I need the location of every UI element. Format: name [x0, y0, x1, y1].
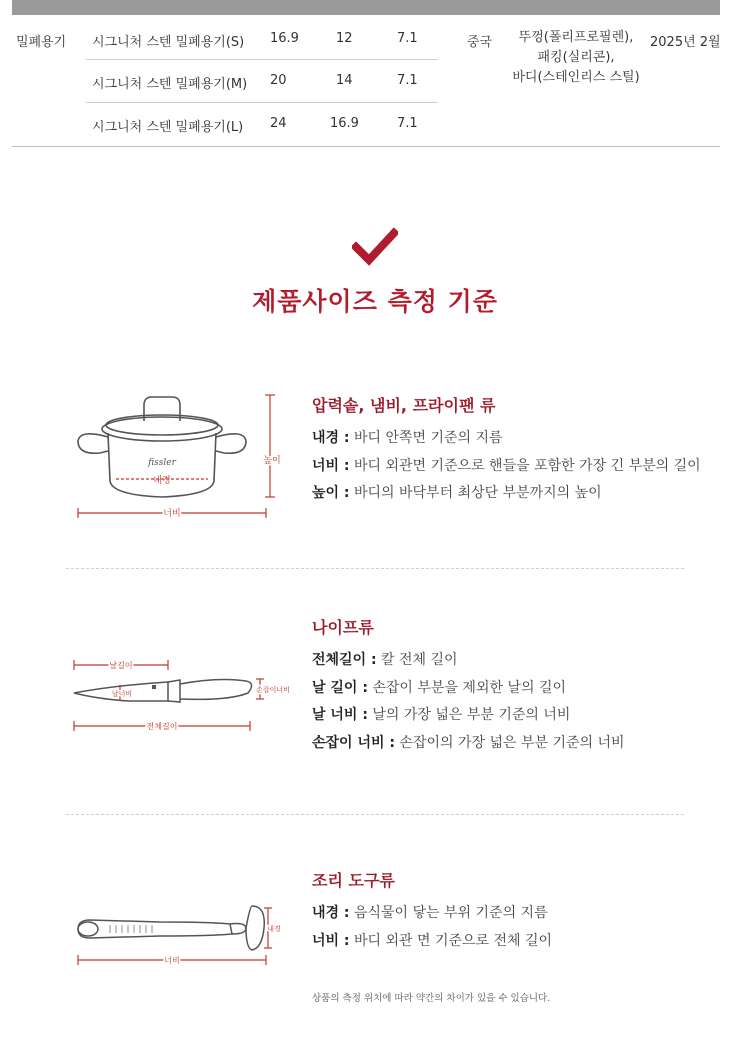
definition-row [312, 480, 701, 508]
pot-icon [70, 385, 290, 525]
material-line: 패킹(실리콘), [537, 50, 615, 65]
category-title: 압력솥, 냄비, 프라이팬 류 [312, 396, 496, 415]
category-pots [312, 395, 701, 508]
origin-cell: 중국 [467, 35, 493, 50]
value-cell: 14 [336, 73, 353, 88]
measurement-footnote: 상품의 측정 위치에 따라 약간의 차이가 있을 수 있습니다. [312, 993, 551, 1004]
definition-row [312, 730, 625, 758]
description: 손잡이의 가장 넓은 부분 기준의 너비 [399, 734, 625, 751]
value-cell: 20 [270, 73, 287, 88]
value-cell: 12 [336, 31, 353, 46]
ladle-inner-label: 내경 [267, 925, 281, 933]
category-title: 나이프류 [312, 618, 374, 637]
ladle-icon [70, 900, 290, 972]
category-knives [312, 617, 625, 757]
value-cell: 7.1 [397, 73, 418, 88]
description: 바디 안쪽면 기준의 지름 [353, 430, 503, 446]
table-header-bar [12, 0, 720, 15]
svg-text:fissler: fissler [148, 458, 176, 468]
knife-total-length-label: 전체길이 [146, 722, 178, 731]
value-cell: 16.9 [270, 31, 299, 46]
description: 칼 전체 길이 [381, 652, 458, 668]
term: 날 너비 : [312, 707, 368, 723]
material-line: 뚜껑(폴리프로필렌), [518, 30, 634, 45]
ladle-width-label: 너비 [164, 956, 180, 965]
knife-blade-width-label: 날너비 [111, 690, 133, 698]
definition-row [312, 928, 552, 956]
definition-row [312, 702, 625, 730]
product-name-cell: 시그니처 스텐 밀폐용기(S) [92, 35, 245, 50]
section-title: 제품사이즈 측정 기준 [252, 287, 498, 316]
material-line: 바디(스테인리스 스틸) [512, 70, 640, 85]
row-divider [86, 59, 438, 60]
product-name-cell: 시그니처 스텐 밀폐용기(L) [92, 120, 244, 135]
spec-table [0, 15, 750, 147]
description: 바디 외관면 기준으로 핸들을 포함한 가장 긴 부분의 길이 [353, 457, 701, 474]
pot-inner-label: 내경 [153, 476, 171, 486]
term: 날 길이 : [312, 679, 368, 696]
description: 손잡이 부분을 제외한 날의 길이 [372, 679, 566, 696]
definition-row [312, 453, 701, 481]
category-title: 조리 도구류 [312, 871, 395, 890]
term: 전체길이 : [312, 652, 377, 668]
term: 내경 : [312, 905, 350, 921]
value-cell: 16.9 [330, 116, 359, 131]
term: 손잡이 너비 : [312, 734, 395, 751]
value-cell: 7.1 [397, 116, 418, 131]
description: 음식물이 닿는 부위 기준의 지름 [353, 905, 548, 921]
pot-height-label: 높이 [263, 456, 281, 466]
definition-row [312, 900, 552, 928]
value-cell: 7.1 [397, 31, 418, 46]
description: 바디 외관 면 기준으로 전체 길이 [353, 932, 553, 949]
pot-width-label: 너비 [163, 509, 181, 519]
term: 내경 : [312, 430, 350, 446]
description: 날의 가장 넓은 부분 기준의 너비 [372, 707, 571, 723]
section-divider [66, 814, 684, 815]
section-divider [66, 568, 684, 569]
term: 너비 : [312, 932, 350, 949]
knife-blade-length-label: 날길이 [109, 661, 133, 670]
term: 높이 : [312, 485, 350, 501]
definition-row [312, 647, 625, 675]
product-name-cell: 시그니처 스텐 밀폐용기(M) [92, 77, 248, 92]
definition-row [312, 425, 701, 453]
row-divider [86, 102, 438, 103]
check-icon [352, 227, 398, 271]
table-bottom-border [12, 146, 720, 147]
knife-handle-width-label: 손잡이너비 [256, 686, 290, 694]
category-cooking-tools [312, 870, 552, 955]
category-cell: 밀폐용기 [16, 35, 67, 50]
date-cell: 2025년 2월 [650, 35, 721, 50]
definition-row [312, 675, 625, 703]
term: 너비 : [312, 457, 350, 474]
value-cell: 24 [270, 116, 287, 131]
materials-cell [508, 28, 644, 88]
knife-icon [68, 655, 298, 740]
description: 바디의 바닥부터 최상단 부분까지의 높이 [353, 485, 602, 501]
